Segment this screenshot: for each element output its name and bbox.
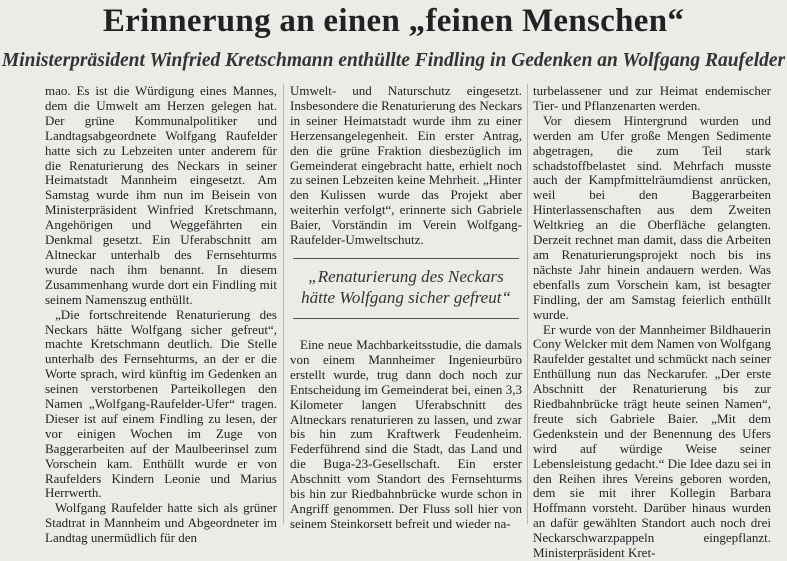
paragraph: Umwelt- und Naturschutz eingesetzt. Insbesondere die Renaturierung des Neckars in seiner Heimatstadt wurde ihm zu einer Herzensangelegenheit. Ein erster Antrag, den die grüne Fraktion diesbezüglich im Gemeinderat eingebracht hatte, erhielt noch zu seinen Lebzeiten keine Mehrheit. „Hinter den Kulissen wurde das Projekt aber weiterhin verfolgt“, erinnerte sich Gabriele Baier, Vorständin im Verein Wolfgang-Raufelder-Umweltschutz. <box>290 84 522 248</box>
article-column-1 <box>45 84 277 546</box>
paragraph: mao. Es ist die Würdigung eines Mannes, dem die Umwelt am Herzen gelegen hat. Der grüne Kommunalpolitiker und Landtagsabgeordnete Wolfgang Raufelder hatte sich zu Lebzeiten unter anderem für die Renaturierung des Neckars in seiner Heimatstadt Mannheim eingesetzt. Am Samstag wurde ihm nun im Beisein von Ministerpräsident Winfried Kretschmann, Angehörigen und Weggefährten ein Denkmal gesetzt. Ein Uferabschnitt am Altneckar unterhalb des Fernsehturms wurde nach ihm benannt. In diesem Zusammenhang wurde dort ein Findling mit seinem Namenszug enthüllt. <box>45 84 277 308</box>
pull-quote: „Renaturierung des Neckars hätte Wolfgang sicher gefreut“ <box>293 266 519 308</box>
article-column-2 <box>290 84 522 248</box>
column-divider <box>283 84 284 524</box>
paragraph: Eine neue Machbarkeitsstudie, die damals von einem Mannheimer Ingenieurbüro erstellt wurde, trug dann doch noch zur Entscheidung im Gemeinderat bei, einen 3,3 Kilometer langen Uferabschnitt des Altneckars renaturieren zu lassen, und zwar bis hin zum Kraftwerk Feudenheim. Federführend sind die Stadt, das Land und die Buga-23-Gesellschaft. Ein erster Abschnitt vom Standort des Fernsehturms bis hin zur Riedbahnbrücke wurde schon in Angriff genommen. Der Fluss soll hier von seinem Steinkorsett befreit und wieder na- <box>290 338 522 532</box>
headline: Erinnerung an einen „feinen Menschen“ <box>0 2 787 40</box>
pull-quote-rule-bottom <box>293 318 519 319</box>
paragraph: turbelassener und zur Heimat endemischer Tier- und Pflanzenarten werden. <box>533 84 771 114</box>
article-column-2-continued <box>290 338 522 532</box>
column-divider <box>527 84 528 524</box>
paragraph: „Die fortschreitende Renaturierung des Neckars hätte Wolfgang sicher gefreut“, machte Kretschmann deutlich. Die Stelle unterhalb des Fernsehturms, an der er die Worte sprach, wird künftig im Gedenken an seinen verstorbenen Parteikollegen den Namen „Wolfgang-Raufelder-Ufer“ tragen. Dieser ist auf einem Findling zu lesen, der vor einigen Wochen im Zuge von Baggerarbeiten auf der Maulbeerinsel zum Vorschein kam. Enthüllt wurde er von Raufelders Kindern Leonie und Marius Herrwerth. <box>45 308 277 502</box>
paragraph: Vor diesem Hintergrund wurden und werden am Ufer große Mengen Sedimente abgetragen, die zum Teil stark schadstoffbelastet sind. Mehrfach musste auch der Kampfmittelräumdienst anrücken, weil bei den Baggerarbeiten Hinterlassenschaften aus dem Zweiten Weltkrieg an die Oberfläche gelangten. Derzeit rechnet man damit, dass die Arbeiten am Renaturierungsprojekt noch bis ins nächste Jahr hinein andauern werden. Was ebenfalls zum Vorschein kam, ist besagter Findling, der am Samstag feierlich enthüllt wurde. <box>533 114 771 323</box>
pull-quote-rule-top <box>293 258 519 259</box>
paragraph: Wolfgang Raufelder hatte sich als grüner Stadtrat in Mannheim und Abgeordneter im Landtag unermüdlich für den <box>45 501 277 546</box>
article-column-3 <box>533 84 771 561</box>
subheadline: Ministerpräsident Winfried Kretschmann enthüllte Findling in Gedenken an Wolfgang Raufelder <box>0 49 787 73</box>
paragraph: Er wurde von der Mannheimer Bildhauerin Cony Welcker mit dem Namen von Wolfgang Raufelder gestaltet und schmückt nach seiner Enthüllung nun das Neckarufer. „Der erste Abschnitt der Renaturierung bis zur Riedbahnbrücke trägt heute seinen Namen“, freute sich Gabriele Baier. „Mit dem Gedenkstein und der Benennung des Ufers wird auf würdige Weise seiner Lebensleistung gedacht.“ Die Idee dazu sei in den Reihen ihres Vereins geboren worden, dem sie mit ihrer Kollegin Barbara Hoffmann vorsteht. Darüber hinaus wurden an dafür gewählten Standort auch noch drei Neckarschwarzpappeln eingepflanzt. Ministerpräsident Kret- <box>533 323 771 561</box>
